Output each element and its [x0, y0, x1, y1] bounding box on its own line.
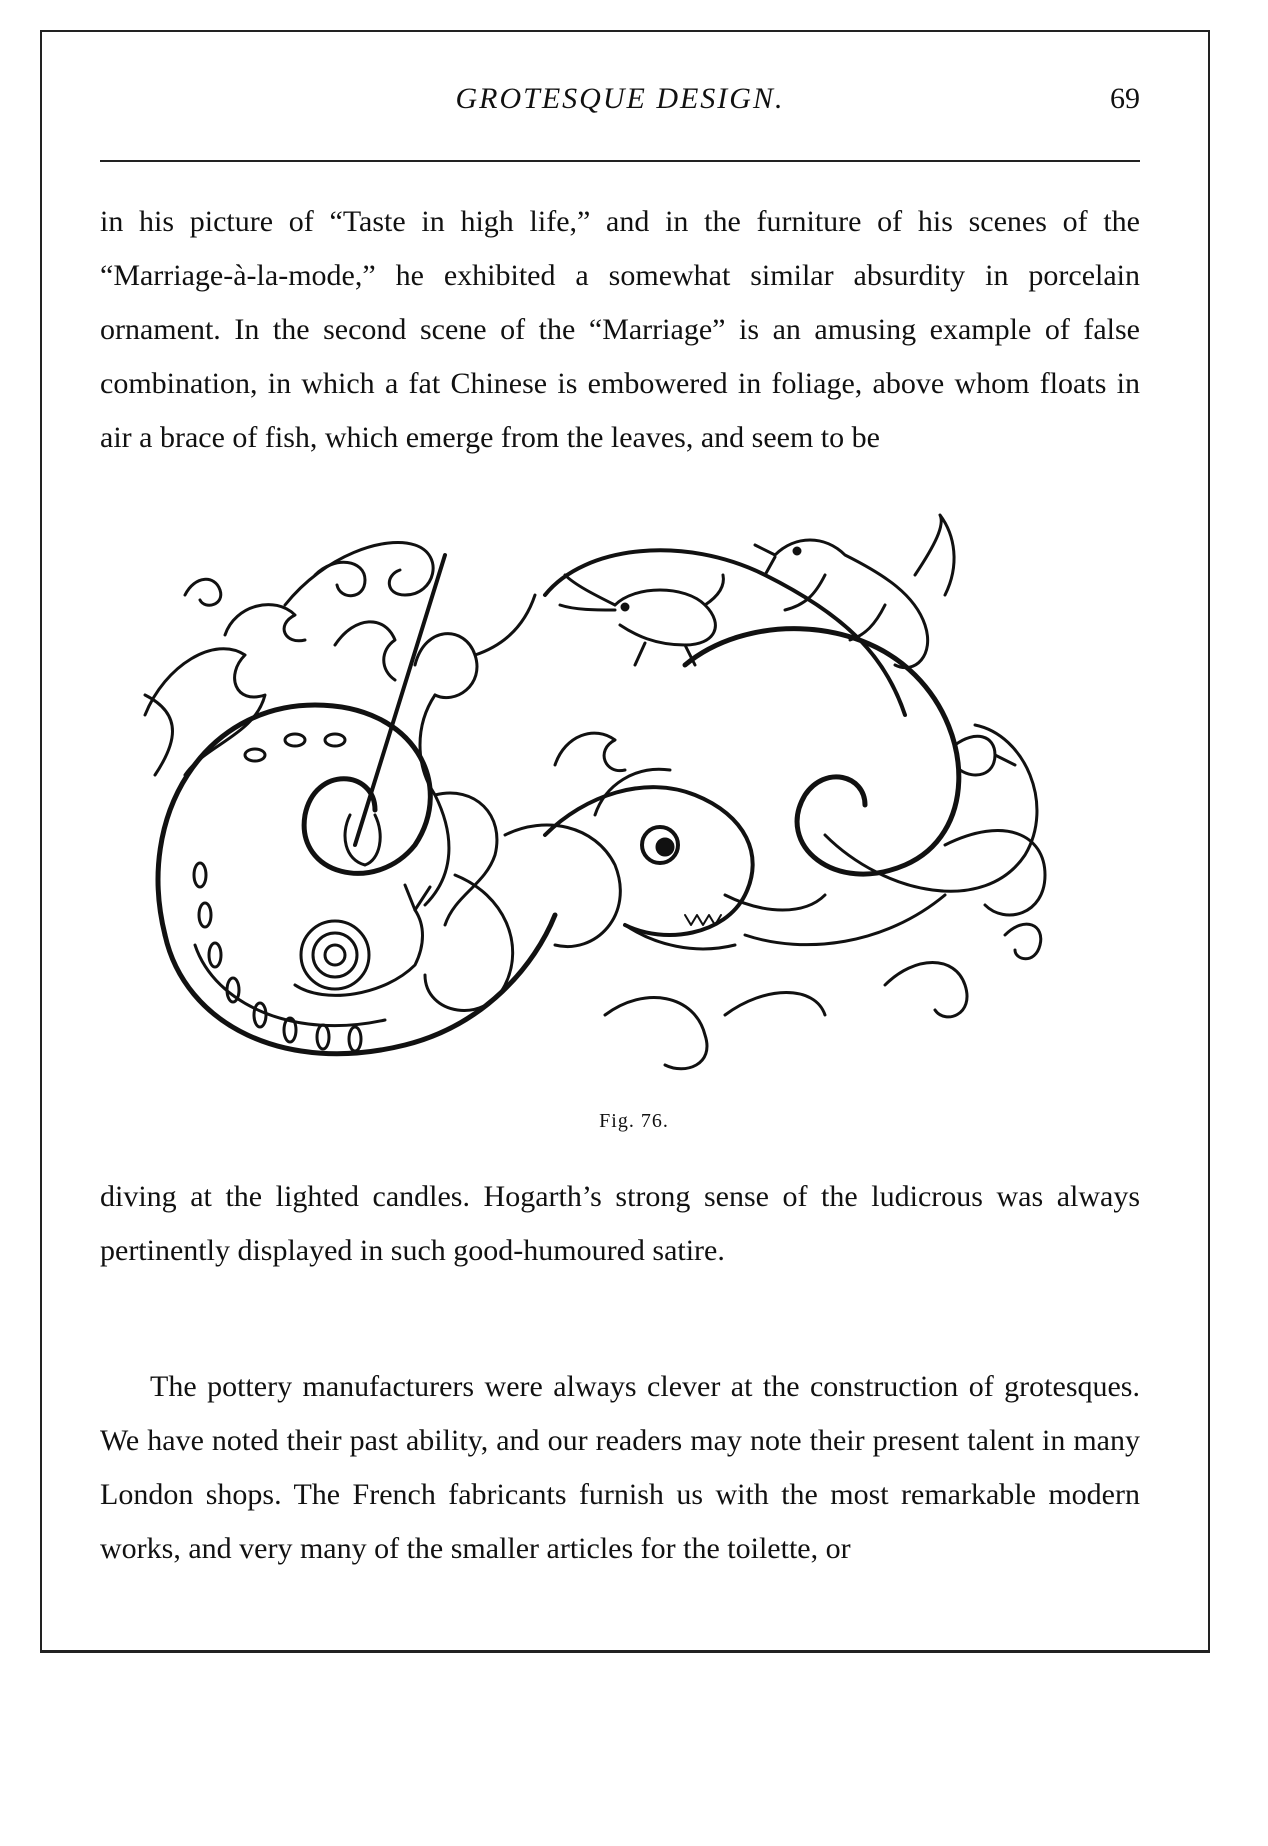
hare-ornament — [560, 575, 723, 665]
right-scroll-ornament — [545, 550, 1045, 1017]
snail-ornament — [295, 885, 430, 995]
page-bottom-rule — [40, 1650, 1210, 1653]
central-foliage — [185, 543, 707, 1069]
figure-caption: Fig. 76. — [599, 1110, 669, 1132]
page-number: 69 — [1110, 82, 1140, 115]
paragraph-1: in his picture of “Taste in high life,” and in the furniture of his scenes of the “Marriage-à-la-mode,” he exhibited a somewhat similar absurdity in porcelain ornament. In the second scene of the “Marriage” is an amusing example of false combination, in which a fat Chinese is embowered in foliage, above whom floats in air a brace of fish, which emerge from the leaves, and seem to be — [100, 205, 1140, 454]
paragraph-3: The pottery manufacturers were always clever at the construction of grotesques. We have noted their past ability, and our readers may note their present talent in many London shops. The French fabricants furnish us with the most remarkable modern works, and very many of the smaller articles for the toilette, or — [100, 1370, 1140, 1565]
running-title: GROTESQUE DESIGN. — [455, 82, 785, 115]
paragraph-2: diving at the lighted candles. Hogarth’s strong sense of the ludicrous was always pertinently displayed in such good-humoured satire. — [100, 1180, 1140, 1267]
monster-teeth — [685, 915, 721, 925]
sea-monster — [545, 733, 825, 949]
running-head — [100, 82, 1140, 126]
header-rule — [100, 160, 1140, 162]
wolf-ornament — [755, 515, 954, 668]
grotesque-ornament-figure — [125, 510, 1135, 1090]
left-scroll-ornament — [145, 605, 555, 1054]
